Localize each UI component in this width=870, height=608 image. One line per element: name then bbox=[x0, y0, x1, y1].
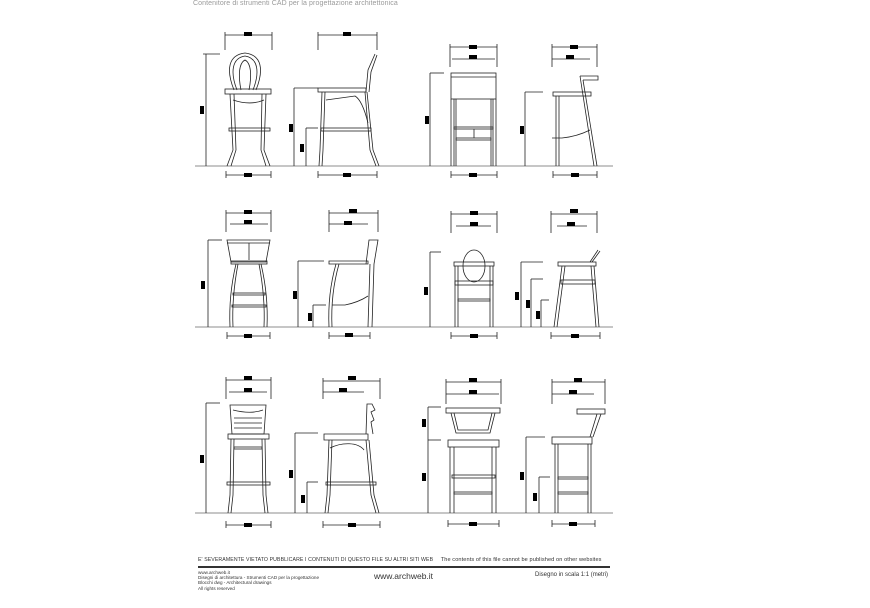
warning-english: The contents of this file cannot be published on other websites bbox=[440, 557, 602, 563]
row-1 bbox=[195, 32, 613, 178]
stool-1-side-view bbox=[289, 32, 379, 178]
stool-6-front-view bbox=[422, 378, 501, 527]
stool-2-front-view bbox=[425, 44, 497, 178]
stool-5-side-view bbox=[289, 376, 380, 528]
stool-2-side-view bbox=[520, 44, 598, 178]
stool-3-side-view bbox=[293, 209, 378, 339]
stool-5-front-view bbox=[200, 376, 271, 528]
high-chair-side-view bbox=[515, 209, 600, 339]
footer-divider bbox=[198, 566, 610, 568]
stool-6-side-view bbox=[520, 378, 605, 527]
warning-italian: E' SEVERAMENTE VIETATO PUBBLICARE I CONTENUTI DI QUESTO FILE SU ALTRI SITI WEB bbox=[198, 557, 434, 563]
row-2 bbox=[195, 209, 613, 339]
row-3 bbox=[195, 376, 613, 528]
site-link[interactable]: www.archweb.it bbox=[374, 571, 434, 581]
credit-line: www.archweb.it bbox=[198, 570, 230, 575]
credit-line: Blocchi dwg - Architectural drawings bbox=[198, 580, 272, 586]
document-title: Contenitore di strumenti CAD per la progettazione architettonica bbox=[193, 0, 398, 7]
scale-note: Disegno in scala 1:1 (metri) bbox=[535, 572, 609, 578]
copyright-warning bbox=[198, 557, 602, 563]
stool-1-front-view bbox=[200, 32, 272, 178]
stool-3-front-view bbox=[201, 210, 271, 339]
high-chair-front-view bbox=[424, 211, 497, 339]
credit-line: Disegni di architettura - Strumenti CAD per la progettazione bbox=[198, 575, 320, 581]
credits-block bbox=[198, 570, 319, 591]
credit-line: All rights reserved bbox=[198, 585, 235, 591]
